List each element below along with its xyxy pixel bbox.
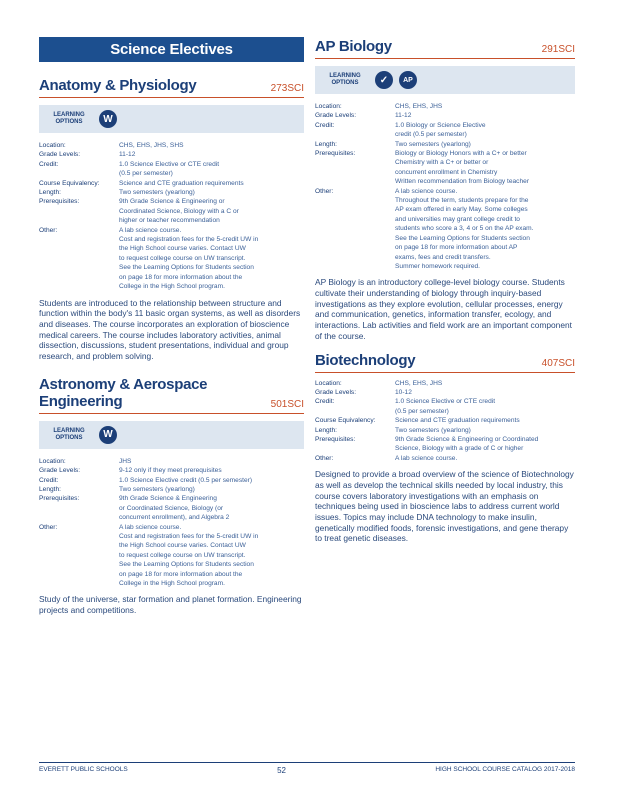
info-value-line: 9th Grade Science & Engineering or Coordinated bbox=[395, 435, 539, 443]
left-column bbox=[39, 37, 304, 616]
info-row bbox=[315, 435, 575, 454]
info-key: Grade Levels: bbox=[315, 388, 357, 396]
info-row bbox=[315, 102, 575, 111]
course-section bbox=[315, 352, 575, 545]
info-value-line: CHS, EHS, JHS bbox=[395, 103, 443, 110]
info-key: Location: bbox=[39, 457, 66, 465]
info-value-line: A lab science course. bbox=[119, 523, 182, 531]
info-value-line: Science, Biology with a grade of C or higher bbox=[395, 445, 524, 453]
info-value bbox=[395, 426, 575, 435]
learning-options-box bbox=[315, 66, 575, 94]
info-value-line: Throughout the term, students prepare for the bbox=[395, 197, 529, 205]
info-value bbox=[395, 435, 575, 454]
info-key: Course Equivalency: bbox=[315, 417, 376, 425]
info-value-line: on page 18 for more information about AP bbox=[395, 244, 518, 252]
info-value bbox=[119, 466, 304, 475]
info-value-line: Two semesters (yearlong) bbox=[395, 426, 471, 434]
info-value-line: 9th Grade Science & Engineering or bbox=[119, 198, 225, 206]
info-value-line: Two semesters (yearlong) bbox=[119, 189, 195, 197]
info-value-line: students who score a 3, 4 or 5 on the AP exam. bbox=[395, 225, 534, 233]
info-key: Other: bbox=[315, 454, 334, 462]
info-value bbox=[395, 187, 575, 272]
info-value bbox=[119, 141, 304, 150]
info-value bbox=[119, 179, 304, 188]
course-description: AP Biology is an introductory college-level biology course. Students cultivate their understanding of biology through inquiry-based investigations as they explore evolution, cellular processes, energy and communication, genetics, information transfer, ecology, and interactions. Lab activities and field work are an important component of the course. bbox=[315, 277, 572, 341]
ap-icon: AP bbox=[399, 71, 417, 89]
info-value-line: 9th Grade Science & Engineering bbox=[119, 495, 217, 503]
course-header bbox=[315, 352, 575, 373]
course-info-table bbox=[39, 457, 304, 589]
info-value bbox=[119, 226, 304, 292]
info-key: Credit: bbox=[39, 476, 59, 484]
info-value-line: CHS, EHS, JHS bbox=[395, 379, 443, 387]
info-row bbox=[39, 188, 304, 197]
info-value-line: concurrent enrollment), and Algebra 2 bbox=[119, 514, 230, 522]
info-row bbox=[315, 397, 575, 416]
info-value bbox=[119, 476, 304, 485]
info-value-line: Two semesters (yearlong) bbox=[395, 140, 471, 148]
learning-options-label-line: LEARNING bbox=[53, 112, 85, 118]
info-value-line: Science and CTE graduation requirements bbox=[395, 417, 520, 425]
info-value-line: 11-12 bbox=[395, 112, 412, 120]
info-row bbox=[39, 141, 304, 150]
info-key: Length: bbox=[39, 189, 61, 197]
course-title: Astronomy & Aerospace Engineering bbox=[39, 375, 208, 410]
info-key: Length: bbox=[315, 426, 337, 434]
info-value-line: A lab science course. bbox=[119, 226, 182, 234]
info-value-line: Coordinated Science, Biology with a C or bbox=[119, 207, 239, 215]
info-value bbox=[395, 379, 575, 388]
info-row bbox=[315, 140, 575, 149]
course-code: 407SCI bbox=[541, 357, 575, 369]
info-value-line: Summer homework required. bbox=[395, 262, 481, 270]
info-key: Location: bbox=[315, 379, 342, 387]
info-row bbox=[315, 454, 575, 463]
info-row bbox=[39, 476, 304, 485]
info-row bbox=[39, 485, 304, 494]
info-value bbox=[119, 188, 304, 197]
course-header bbox=[315, 38, 575, 59]
learning-options-label bbox=[45, 428, 93, 442]
info-value-line: College in the High School program. bbox=[119, 580, 225, 587]
info-value-line: CHS, EHS, JHS, SHS bbox=[119, 142, 184, 149]
uw-icon: W bbox=[99, 426, 117, 444]
info-key: Other: bbox=[39, 523, 58, 531]
course-info-table bbox=[315, 379, 575, 464]
info-value-line: 1.0 Science Elective or CTE credit bbox=[395, 398, 496, 406]
info-value-line: JHS bbox=[119, 457, 132, 465]
course-description: Students are introduced to the relationship between structure and function within the body's 11 basic organ systems, as well as disorders and diseases. The course incorporates an exploration of bioscience medical careers. The course includes laboratory activities, animal dissection, discussions, student presentations, individual and group research, and problem solving. bbox=[39, 297, 301, 362]
info-value-line: AP exam offered in early May. Some colleges bbox=[395, 206, 528, 214]
info-value bbox=[119, 457, 304, 466]
info-row bbox=[39, 150, 304, 159]
info-value-line: (0.5 per semester) bbox=[119, 170, 173, 178]
info-value-line: higher or teacher recommendation bbox=[119, 217, 220, 225]
info-row bbox=[39, 197, 304, 225]
info-row bbox=[315, 121, 575, 140]
learning-options-label-line: LEARNING bbox=[53, 427, 85, 434]
info-value-line: Biology or Biology Honors with a C+ or better bbox=[395, 150, 527, 158]
info-value-line: 1.0 Science Elective or CTE credit bbox=[119, 160, 220, 168]
learning-options-label-line: LEARNING bbox=[329, 73, 361, 79]
info-value-line: 9-12 only if they meet prerequisites bbox=[119, 467, 222, 475]
info-value-line: on page 18 for more information about the bbox=[119, 273, 243, 281]
info-key: Other: bbox=[39, 226, 58, 234]
info-row bbox=[315, 149, 575, 187]
info-value-line: Chemistry with a C+ or better or bbox=[395, 159, 489, 167]
info-value-line: Cost and registration fees for the 5-credit UW in bbox=[119, 532, 259, 540]
info-key: Location: bbox=[39, 142, 66, 149]
info-value bbox=[395, 111, 575, 120]
info-value-line: credit (0.5 per semester) bbox=[395, 131, 467, 139]
course-description: Study of the universe, star formation and planet formation. Engineering projects and competitions. bbox=[39, 594, 302, 616]
course-code: 291SCI bbox=[541, 44, 575, 55]
info-key: Credit: bbox=[39, 160, 59, 168]
learning-options-label bbox=[321, 73, 369, 87]
course-description: Designed to provide a broad overview of the science of Biotechnology as well as develop the technical skills needed by local industry, this course covers laboratory investigations with an emphasis on techniques being used in bioscience labs to address current world issues. Topics may include DNA technology to make insulin, genetically modified foods, forensic investigations, and gene therapy to treat genetic diseases. bbox=[315, 469, 574, 544]
info-key: Prerequisites: bbox=[315, 150, 356, 158]
info-row bbox=[315, 111, 575, 120]
info-key: Grade Levels: bbox=[315, 112, 357, 120]
learning-options-label-line: OPTIONS bbox=[331, 80, 359, 86]
info-value-line: 11-12 bbox=[119, 151, 136, 159]
course-header bbox=[39, 77, 304, 98]
info-value bbox=[119, 485, 304, 494]
info-value-line: Written recommendation from Biology teacher bbox=[395, 178, 530, 186]
info-row bbox=[39, 523, 304, 589]
info-value bbox=[395, 121, 575, 140]
info-row bbox=[315, 388, 575, 397]
course-section bbox=[39, 376, 304, 616]
checkmark-icon: ✓ bbox=[375, 71, 393, 89]
info-row bbox=[315, 416, 575, 425]
info-key: Length: bbox=[315, 140, 337, 148]
learning-options-box bbox=[39, 421, 304, 449]
info-value-line: See the Learning Options for Students section bbox=[119, 561, 254, 569]
info-value-line: the High School course varies. Contact UW bbox=[119, 542, 246, 550]
info-value-line: exams, fees and credit transfers. bbox=[395, 253, 491, 261]
info-value bbox=[119, 150, 304, 159]
info-key: Prerequisites: bbox=[39, 495, 80, 503]
course-header bbox=[39, 376, 304, 414]
info-row bbox=[39, 457, 304, 466]
info-key: Length: bbox=[39, 485, 61, 493]
course-code: 273SCI bbox=[270, 83, 304, 94]
course-section bbox=[315, 38, 575, 342]
info-key: Prerequisites: bbox=[39, 198, 80, 206]
info-value-line: Cost and registration fees for the 5-credit UW in bbox=[119, 236, 259, 244]
course-info-table bbox=[315, 102, 575, 271]
info-key: Location: bbox=[315, 103, 342, 110]
info-value bbox=[395, 416, 575, 425]
info-value-line: (0.5 per semester) bbox=[395, 407, 449, 415]
footer-catalog: HIGH SCHOOL COURSE CATALOG 2017-2018 bbox=[435, 766, 575, 773]
info-row bbox=[315, 426, 575, 435]
info-value-line: See the Learning Options for Students section bbox=[119, 264, 254, 272]
info-value bbox=[395, 397, 575, 416]
info-value-line: to request college course on UW transcript. bbox=[119, 551, 246, 559]
course-section bbox=[39, 77, 304, 362]
info-row bbox=[39, 494, 304, 522]
info-value-line: the High School course varies. Contact UW bbox=[119, 245, 246, 253]
info-value-line: See the Learning Options for Students section bbox=[395, 234, 530, 242]
learning-options-label-line: OPTIONS bbox=[55, 434, 83, 441]
info-key: Credit: bbox=[315, 121, 335, 129]
info-row bbox=[39, 466, 304, 475]
info-key: Grade Levels: bbox=[39, 151, 81, 159]
info-value-line: or Coordinated Science, Biology (or bbox=[119, 504, 224, 512]
info-value bbox=[395, 102, 575, 111]
info-key: Other: bbox=[315, 187, 334, 195]
info-value-line: 10-12 bbox=[395, 388, 412, 396]
info-key: Grade Levels: bbox=[39, 467, 81, 475]
info-value bbox=[119, 197, 304, 225]
info-value-line: to request college course on UW transcript. bbox=[119, 254, 246, 262]
learning-options-label-line: OPTIONS bbox=[55, 119, 83, 125]
info-value-line: and universities may grant college credit to bbox=[395, 215, 520, 223]
learning-options-label bbox=[45, 112, 93, 126]
info-key: Course Equivalency: bbox=[39, 179, 100, 187]
course-code: 501SCI bbox=[270, 398, 304, 410]
footer-district: EVERETT PUBLIC SCHOOLS bbox=[39, 766, 128, 773]
course-title: Anatomy & Physiology bbox=[39, 77, 197, 94]
course-info-table bbox=[39, 141, 304, 292]
info-value-line: College in the High School program. bbox=[119, 283, 225, 291]
right-column bbox=[315, 38, 575, 544]
info-key: Credit: bbox=[315, 398, 335, 406]
info-value bbox=[395, 140, 575, 149]
info-value-line: on page 18 for more information about the bbox=[119, 570, 243, 578]
course-title: Biotechnology bbox=[315, 351, 416, 369]
info-row bbox=[315, 379, 575, 388]
info-row bbox=[39, 226, 304, 292]
uw-icon: W bbox=[99, 110, 117, 128]
info-value bbox=[119, 494, 304, 522]
info-value-line: concurrent enrollment in Chemistry bbox=[395, 168, 498, 176]
info-value bbox=[119, 160, 304, 179]
page-footer bbox=[39, 762, 575, 775]
info-value-line: A lab science course. bbox=[395, 187, 458, 195]
info-row bbox=[39, 160, 304, 179]
info-value-line: Science and CTE graduation requirements bbox=[119, 179, 244, 187]
course-title: AP Biology bbox=[315, 38, 392, 55]
info-value-line: A lab science course. bbox=[395, 454, 458, 462]
info-value-line: 1.0 Biology or Science Elective bbox=[395, 121, 486, 129]
page-number: 52 bbox=[277, 766, 286, 775]
info-value bbox=[395, 149, 575, 187]
info-row bbox=[39, 179, 304, 188]
info-value bbox=[395, 454, 575, 463]
info-key: Prerequisites: bbox=[315, 435, 356, 443]
section-banner: Science Electives bbox=[39, 37, 304, 62]
info-value-line: Two semesters (yearlong) bbox=[119, 485, 195, 493]
info-row bbox=[315, 187, 575, 272]
info-value bbox=[395, 388, 575, 397]
info-value-line: 1.0 Science Elective credit (0.5 per semester) bbox=[119, 476, 253, 484]
info-value bbox=[119, 523, 304, 589]
learning-options-box bbox=[39, 105, 304, 133]
